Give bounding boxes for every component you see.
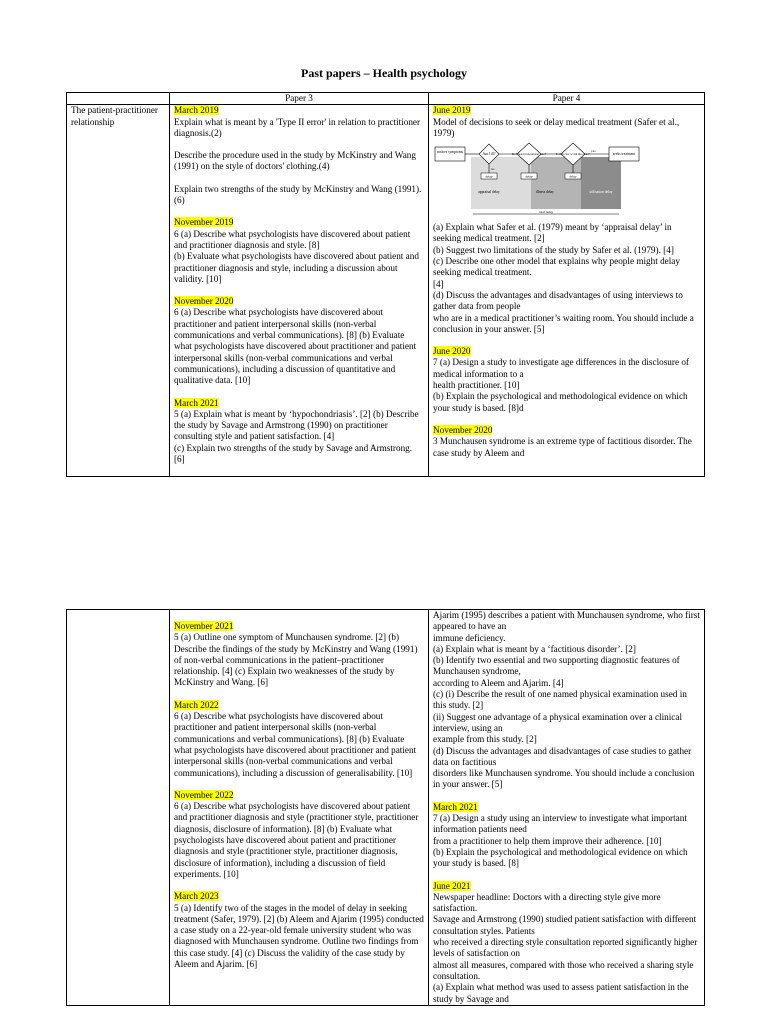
question-block xyxy=(174,700,424,779)
question-block xyxy=(174,790,424,880)
question-block xyxy=(174,398,424,466)
paper-4-cell xyxy=(429,610,705,1006)
question-text: 5 (a) Identify two of the stages in the model of delay in seeking treatment (Safer, 1979). [2] (b) Aleem and Ajarim (1995) conducted a case study on a 22-year-old female university student who was diagnosed with Munchausen syndrome. Outline two findings from this case study. [4] (c) Discuss the validity of the case study by Aleem and Ajarim. [6] xyxy=(174,902,424,970)
topic-cell xyxy=(67,105,170,477)
diagram-label: appraisal delay xyxy=(478,190,500,195)
column-header-paper-4: Paper 4 xyxy=(429,93,705,105)
question-block xyxy=(174,891,424,970)
exam-date: November 2020 xyxy=(433,424,493,435)
question-text: 5 (a) Explain what is meant by ‘hypochondriasis’. [2] (b) Describe the study by Savage and Armstrong (1990) on practitioner consulting style and patient satisfaction. [4] (c) Explain two strengths of the study by Savage and Armstrong. [6] xyxy=(174,408,419,465)
question-text: 5 (a) Outline one symptom of Munchausen syndrome. [2] (b) Describe the findings of the study by McKinstry and Wang (1991) of non-verbal communications in the patient–practitioner relationship. [4] (c) Explain two weaknesses of the study by McKinstry and Wang. [6] xyxy=(174,632,418,688)
page-title: Past papers – Health psychology xyxy=(300,66,467,80)
exam-date: March 2023 xyxy=(174,891,219,902)
paper-4-cell xyxy=(429,105,705,477)
paper-3-cell xyxy=(170,610,429,1006)
question-text: 6 (a) Describe what psychologists have discovered about patient and practitioner diagnosis and style (practitioner style, practitioner diagnosis, disclosure of information). [8] (b) Evaluate what psychologists have discovered about patient and practitioner diagnosis and style (practitioner style, practitioner diagnosis, disclosure of information), including a discussion of field experiments. [10] xyxy=(174,801,419,879)
exam-date: March 2022 xyxy=(174,699,219,710)
diagram-label: seeks treatment xyxy=(612,152,636,157)
question-text: Explain two strengths of the study by McKinstry and Wang (1991).(6) xyxy=(174,183,422,206)
exam-date: March 2019 xyxy=(174,105,219,116)
question-block xyxy=(433,425,700,459)
diagram-label: Do I need professional care? xyxy=(511,152,547,157)
column-header-paper-3: Paper 3 xyxy=(170,93,429,105)
row-label: The patient-practitioner relationship xyxy=(71,105,158,127)
diagram-label: delay xyxy=(485,174,493,179)
past-papers-table-page-2 xyxy=(66,609,705,1006)
question-text: Model of decisions to seek or delay medical treatment (Safer et al., 1979) xyxy=(433,116,680,138)
exam-date: June 2021 xyxy=(433,880,471,891)
diagram-label: yes xyxy=(591,149,596,154)
question-text: Newspaper headline: Doctors with a directing style give more satisfaction. Savage and Armstrong (1990) studied patient satisfaction with different consultation styles. Patients who received a directing style consultation reported significantly higher levels of satisfaction on almost all measures, compared with those who received a sharing style consultation. (a) Explain what method was used to assess patient satisfaction in the study by Savage and xyxy=(433,891,698,1004)
diagram-label: utilisation delay xyxy=(589,190,613,195)
diagram-label: illness delay xyxy=(536,190,554,195)
exam-date: June 2019 xyxy=(433,105,471,116)
header-empty-cell xyxy=(67,93,170,105)
question-block xyxy=(174,296,424,386)
topic-cell xyxy=(67,610,170,1006)
question-text: 6 (a) Describe what psychologists have discovered about practitioner and patient interpersonal skills (non-verbal communications and verbal communications). [8] (b) Evaluate what psychologists have discovered about practitioner and patient interpersonal skills (non-verbal communications and verbal communications), including a discussion of quantitative and qualitative data. [10] xyxy=(174,307,417,386)
question-text: Describe the procedure used in the study by McKinstry and Wang (1991) on the style of doctors' clothing.(4) xyxy=(174,150,416,172)
question-text: 7 (a) Design a study to investigate age differences in the disclosure of medical information to a health practitioner. [10] (b) Explain the psychological and methodological evidence on which your study is based. [8]d xyxy=(433,357,689,413)
safer-delay-model-diagram xyxy=(433,143,655,218)
exam-date: November 2022 xyxy=(174,789,234,800)
exam-date: November 2019 xyxy=(174,217,234,228)
question-text: (a) Explain what Safer et al. (1979) meant by ‘appraisal delay’ in seeking medical treatment. [2] (b) Suggest two limitations of the study by Safer et al. (1979). [4] (c) Describe one other model that explains why people might delay seeking medical treatment. [4] (d) Discuss the advantages and disadvantages of using interviews to gather data from people who are in a medical practitioner’s waiting room. You should include a conclusion in your answer. [5] xyxy=(433,222,694,334)
exam-date: June 2020 xyxy=(433,346,471,357)
exam-date: March 2021 xyxy=(433,801,478,812)
question-text: 6 (a) Describe what psychologists have discovered about patient and practitioner diagnosis and style. [8] (b) Evaluate what psychologists have discovered about patient and practitioner diagnosis and style, including a discussion about validity. [10] xyxy=(174,228,419,284)
question-text: Ajarim (1995) describes a patient with Munchausen syndrome, who first appeared to have an immune deficiency. (a) Explain what is meant by a ‘factitious disorder’. [2] (b) Identify two essential and two supporting diagnostic features of Munchausen syndrome, according to Aleem and Ajarim. [4] (c) (i) Describe the result of one named physical examination used in this study. [2] (ii) Suggest one advantage of a physical examination over a clinical interview, using an example from this study. [2] (d) Discuss the advantages and disadvantages of case studies to gather data on factitious disorders like Munchausen syndrome. You should include a conclusion in your answer. [5] xyxy=(433,610,700,790)
question-text: 3 Munchausen syndrome is an extreme type of factitious disorder. The case study by Aleem and xyxy=(433,436,692,458)
diagram-label: Am I ill? xyxy=(482,152,496,157)
question-text: 7 (a) Design a study using an interview to investigate what important information patients need from a practitioner to help them improve their adherence. [10] (b) Explain the psychological and methodological evidence on which your study is based. [8] xyxy=(433,813,688,869)
question-block xyxy=(174,621,424,689)
diagram-label: total delay xyxy=(538,210,554,215)
diagram-label: no xyxy=(491,167,495,172)
question-block xyxy=(433,802,700,870)
exam-date: March 2021 xyxy=(174,397,219,408)
diagram-label: delay xyxy=(569,174,577,179)
paper-3-cell xyxy=(170,105,429,477)
question-block xyxy=(174,105,424,139)
diagram-label: delay xyxy=(525,174,533,179)
question-block xyxy=(433,881,700,1005)
question-block xyxy=(174,217,424,285)
diagram-label: Is that care worth the costs? xyxy=(556,152,590,157)
exam-date: November 2020 xyxy=(174,296,234,307)
question-text: Explain what is meant by a 'Type II error' in relation to practitioner diagnosis.(2) xyxy=(174,116,421,138)
question-block xyxy=(433,346,700,414)
diagram-label: notices symptoms xyxy=(437,150,463,155)
exam-date: November 2021 xyxy=(174,621,234,631)
question-block xyxy=(433,105,700,139)
past-papers-table-page-1 xyxy=(66,92,705,477)
question-text: 6 (a) Describe what psychologists have discovered about practitioner and patient interpersonal skills (non-verbal communications and verbal communications). [8] (b) Evaluate what psychologists have discovered about practitioner and patient interpersonal skills (non-verbal communications and verbal communications), including a discussion of generalisability. [10] xyxy=(174,711,417,778)
